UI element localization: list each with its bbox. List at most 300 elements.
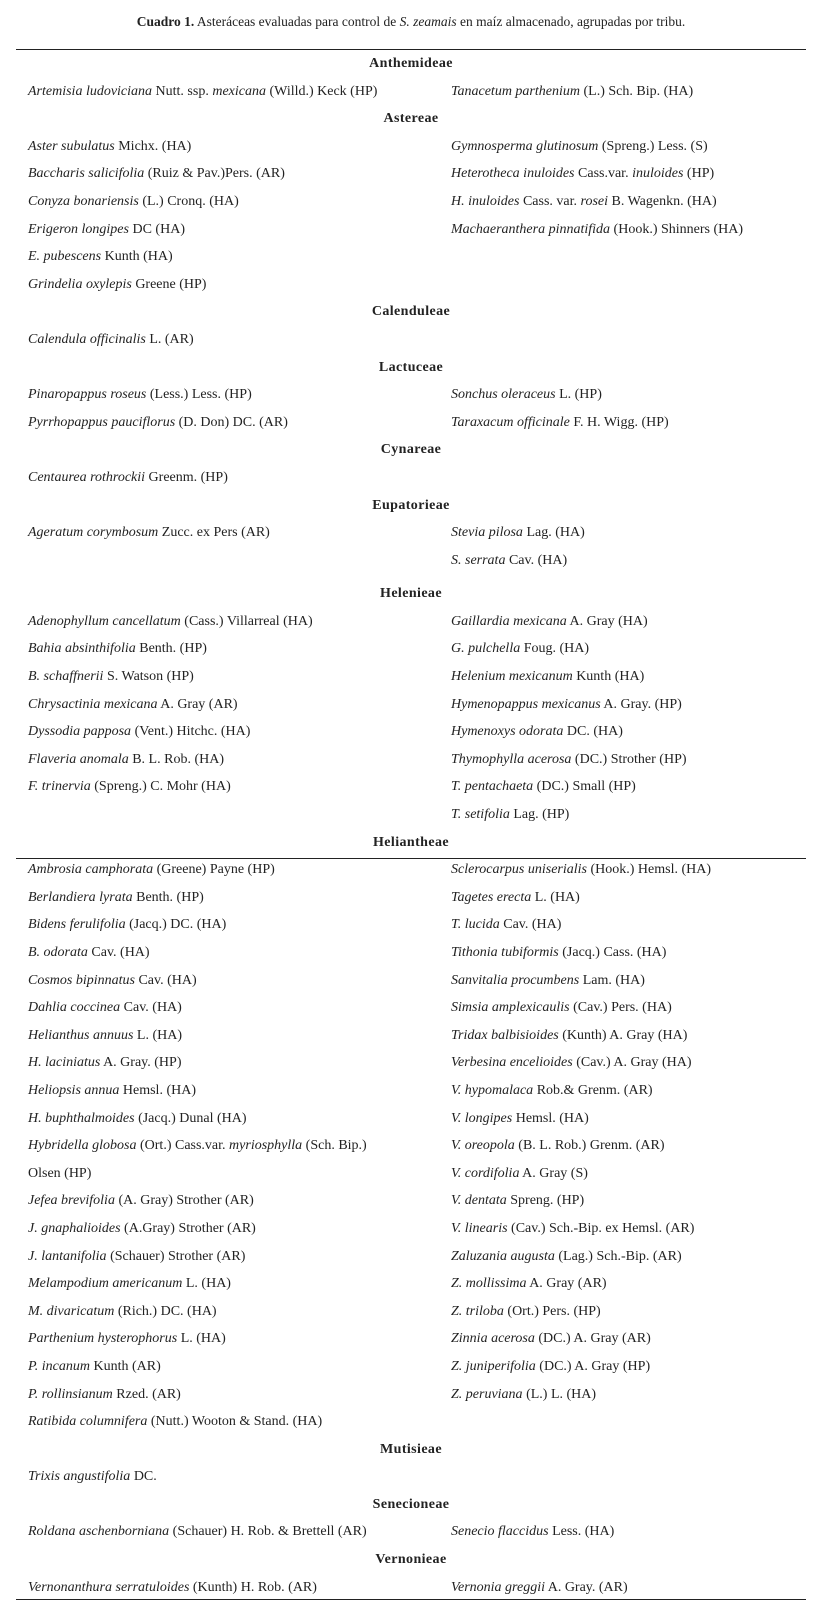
species-authority: Foug. (HA) [520, 641, 590, 657]
species-authority: Cav. (HA) [499, 917, 562, 933]
tribe-heading: Calenduleae [371, 304, 451, 320]
species-name: Dyssodia papposa [28, 724, 132, 740]
table-row [0, 1353, 822, 1381]
species-entry [28, 271, 206, 299]
species-entry [28, 967, 197, 995]
species-name: Heterotheca inuloides [451, 166, 575, 182]
species-name: inuloides [632, 166, 684, 182]
species-name: rosei [580, 193, 608, 209]
table-row [0, 773, 822, 801]
species-name: Senecio flaccidus [451, 1524, 549, 1540]
species-authority: A. Gray. (HP) [100, 1055, 182, 1071]
species-entry [28, 519, 270, 547]
species-authority: (Jacq.) Cass. (HA) [558, 945, 667, 960]
table-row [0, 1049, 822, 1077]
species-name: Trixis angustifolia [28, 1469, 131, 1485]
species-authority: (Ort.) Pers. (HP) [503, 1303, 601, 1319]
species-entry [451, 409, 669, 437]
caption-text-b: en maíz almacenado, agrupadas por tribu. [456, 14, 686, 29]
species-authority: (Willd.) Keck (HP) [266, 83, 378, 99]
species-entry [28, 911, 226, 939]
species-name: mexicana [212, 83, 266, 99]
species-authority: (DC.) A. Gray (AR) [534, 1331, 651, 1347]
species-name: Conyza bonariensis [28, 193, 139, 209]
species-authority: (B. L. Rob.) Grenm. (AR) [514, 1138, 665, 1154]
species-authority: Benth. (HP) [132, 889, 204, 905]
species-authority: L. (HP) [555, 387, 602, 403]
species-authority: DC. [130, 1469, 157, 1485]
table-row [0, 519, 822, 547]
species-entry [28, 188, 239, 216]
caption-text-a: Asteráceas evaluadas para control de [194, 14, 400, 29]
table-row [0, 547, 822, 575]
species-name: Cosmos bipinnatus [28, 972, 135, 988]
species-authority: B. L. Rob. (HA) [128, 751, 224, 767]
species-entry [28, 1574, 317, 1602]
species-entry [28, 326, 194, 354]
species-name: Flaveria anomala [28, 751, 129, 767]
species-name: Tanacetum parthenium [451, 83, 580, 99]
species-authority: (Hook.) Shinners (HA) [610, 221, 744, 237]
species-entry [28, 663, 194, 691]
table-row [0, 663, 822, 691]
species-entry [451, 133, 708, 161]
table-row [0, 1518, 822, 1546]
species-authority: Hemsl. (HA) [512, 1110, 589, 1126]
species-entry [28, 1077, 196, 1105]
species-authority: Olsen (HP) [28, 1165, 92, 1181]
species-entry [28, 1105, 247, 1133]
species-entry [451, 691, 682, 719]
species-name: Adenophyllum cancellatum [28, 613, 181, 629]
table-row [0, 746, 822, 774]
species-name: J. gnaphalioides [28, 1220, 121, 1236]
species-entry [451, 939, 666, 967]
species-authority: L. (AR) [145, 331, 194, 347]
species-authority: (DC.) Strother (HP) [571, 751, 687, 767]
species-name: Zaluzania augusta [451, 1248, 555, 1264]
species-entry [28, 1463, 157, 1491]
table-row [0, 243, 822, 271]
species-entry [451, 547, 567, 575]
species-name: Tridax balbisioides [451, 1027, 559, 1043]
species-name: E. pubescens [28, 249, 102, 265]
species-entry [28, 1408, 322, 1436]
species-entry [28, 856, 275, 884]
species-entry [28, 1132, 367, 1160]
species-name: Melampodium americanum [28, 1276, 183, 1292]
species-entry [451, 519, 585, 547]
species-entry [28, 1381, 181, 1409]
species-authority: Hemsl. (HA) [119, 1082, 196, 1098]
table-row [0, 884, 822, 912]
table-row [0, 1243, 822, 1271]
species-name: Heliopsis annua [28, 1082, 120, 1098]
species-name: Aster subulatus [28, 138, 115, 154]
species-entry [28, 884, 204, 912]
tribe-heading: Senecioneae [372, 1496, 450, 1512]
species-name: Z. peruviana [451, 1386, 523, 1402]
species-entry [451, 1022, 687, 1050]
species-authority: (Less.) Less. (HP) [146, 387, 252, 403]
species-authority: Cav. (HA) [134, 972, 197, 988]
tribe-heading: Lactuceae [378, 359, 444, 375]
species-name: V. hypomalaca [451, 1082, 534, 1098]
species-name: F. trinervia [28, 779, 91, 795]
species-authority: (DC.) A. Gray (HP) [535, 1358, 651, 1374]
species-entry [28, 691, 238, 719]
species-entry [28, 78, 377, 106]
tribe-heading: Cynareae [380, 442, 442, 458]
species-entry [451, 216, 743, 244]
tribe-heading: Helenieae [380, 586, 442, 602]
species-authority: (D. Don) DC. (AR) [175, 414, 288, 430]
species-entry [28, 133, 191, 161]
species-name: Calendula officinalis [28, 331, 146, 347]
species-entry [451, 967, 645, 995]
species-authority: (Cav.) Pers. (HA) [569, 1000, 672, 1016]
table-row [0, 1160, 822, 1188]
species-authority: Nutt. ssp. [152, 83, 213, 99]
species-name: T. setifolia [451, 807, 510, 823]
species-authority: B. Wagenkn. (HA) [608, 193, 717, 209]
table-row [0, 133, 822, 161]
species-entry [451, 1574, 628, 1602]
species-authority: A. Gray. (AR) [544, 1579, 628, 1595]
table-row [0, 718, 822, 746]
species-entry [451, 994, 672, 1022]
table-row [0, 911, 822, 939]
species-authority: (Cav.) Sch.-Bip. ex Hemsl. (AR) [507, 1220, 695, 1236]
species-table [0, 50, 822, 1601]
species-authority: Kunth (AR) [89, 1358, 161, 1374]
species-name: Ratibida columnifera [28, 1414, 148, 1430]
species-entry [28, 635, 207, 663]
species-authority: A. Gray. (HP) [600, 696, 682, 712]
species-name: Sclerocarpus uniserialis [451, 862, 587, 878]
species-entry [451, 856, 711, 884]
table-row [0, 78, 822, 106]
species-authority: (Spreng.) Less. (S) [598, 138, 708, 154]
species-name: B. odorata [28, 945, 88, 960]
species-name: H. buphthalmoides [28, 1110, 135, 1126]
species-name: P. incanum [28, 1358, 90, 1374]
species-authority: A. Gray (AR) [157, 696, 238, 712]
table-row [0, 608, 822, 636]
species-entry [28, 608, 313, 636]
species-entry [28, 1518, 367, 1546]
species-authority: (L.) Cronq. (HA) [138, 193, 239, 209]
species-authority: (Rich.) DC. (HA) [114, 1303, 217, 1319]
species-authority: (L.) L. (HA) [522, 1386, 597, 1402]
species-name: V. oreopola [451, 1138, 515, 1154]
species-name: T. lucida [451, 917, 500, 933]
species-entry [28, 939, 150, 967]
species-name: Simsia amplexicaulis [451, 1000, 570, 1016]
species-authority: (Jacq.) DC. (HA) [125, 917, 227, 933]
table-row [0, 1022, 822, 1050]
species-authority: (Hook.) Hemsl. (HA) [586, 862, 712, 878]
species-name: Hymenoxys odorata [451, 724, 564, 740]
species-name: H. inuloides [451, 193, 520, 209]
species-entry [28, 1049, 181, 1077]
species-authority: Cass.var. [574, 166, 633, 182]
table-row [0, 1463, 822, 1491]
species-name: Ageratum corymbosum [28, 525, 159, 541]
species-authority: (HP) [683, 166, 715, 182]
species-authority: Greenm. (HP) [145, 469, 228, 485]
species-name: Parthenium hysterophorus [28, 1331, 178, 1347]
species-entry [28, 1215, 256, 1243]
species-authority: Cav. (HA) [505, 552, 568, 568]
species-authority: DC (HA) [128, 221, 185, 237]
species-name: Tithonia tubiformis [451, 945, 559, 960]
species-authority: Benth. (HP) [135, 641, 207, 657]
species-authority: (Spreng.) C. Mohr (HA) [90, 779, 231, 795]
caption-label: Cuadro 1. [136, 14, 195, 29]
species-authority: (Ruiz & Pav.)Pers. (AR) [144, 166, 285, 182]
species-name: Centaurea rothrockii [28, 469, 146, 485]
species-name: S. serrata [451, 552, 506, 568]
species-authority: Kunth (HA) [101, 249, 173, 265]
species-entry [451, 1049, 692, 1077]
species-name: Chrysactinia mexicana [28, 696, 158, 712]
species-entry [451, 1132, 664, 1160]
table-row [0, 188, 822, 216]
species-entry [28, 718, 250, 746]
species-name: Zinnia acerosa [451, 1331, 535, 1347]
species-authority: L. (HA) [133, 1027, 182, 1043]
species-entry [451, 1353, 650, 1381]
species-entry [451, 1298, 601, 1326]
species-entry [28, 381, 252, 409]
species-authority: (Kunth) H. Rob. (AR) [189, 1579, 317, 1595]
species-name: Verbesina encelioides [451, 1055, 573, 1071]
species-name: Taraxacum officinale [451, 414, 570, 430]
species-authority: (L.) Sch. Bip. (HA) [579, 83, 694, 99]
table-row [0, 409, 822, 437]
species-name: Helenium mexicanum [451, 669, 573, 685]
species-name: Berlandiera lyrata [28, 889, 133, 905]
species-entry [451, 801, 569, 829]
species-authority: S. Watson (HP) [103, 669, 194, 685]
tribe-heading: Mutisieae [380, 1441, 442, 1457]
table-row [0, 1105, 822, 1133]
table-row [0, 1215, 822, 1243]
species-entry [451, 1518, 614, 1546]
tribe-heading: Heliantheae [373, 834, 449, 850]
caption-species: S. zeamais [399, 14, 457, 29]
table-row [0, 1132, 822, 1160]
tribe-heading: Astereae [383, 111, 439, 127]
species-entry [451, 160, 714, 188]
species-entry [451, 1325, 651, 1353]
species-name: myriosphylla [229, 1138, 303, 1154]
species-authority: (Greene) Payne (HP) [153, 862, 275, 878]
species-entry [28, 1298, 217, 1326]
species-authority: (Schauer) Strother (AR) [106, 1248, 246, 1264]
species-name: Tagetes erecta [451, 889, 532, 905]
species-entry [451, 381, 602, 409]
table-row [0, 635, 822, 663]
species-authority: (Ort.) Cass.var. [136, 1138, 230, 1154]
species-name: Machaeranthera pinnatifida [451, 221, 611, 237]
table-row [0, 801, 822, 829]
species-entry [451, 1215, 694, 1243]
table-row [0, 1408, 822, 1436]
species-name: B. schaffnerii [28, 669, 104, 685]
species-name: Thymophylla acerosa [451, 751, 572, 767]
table-row [0, 1381, 822, 1409]
species-authority: Greene (HP) [131, 276, 207, 292]
species-name: M. divaricatum [28, 1303, 115, 1319]
species-name: Z. juniperifolia [451, 1358, 536, 1374]
table-row [0, 691, 822, 719]
species-authority: (Sch. Bip.) [302, 1138, 367, 1154]
species-authority: Less. (HA) [548, 1524, 615, 1540]
species-authority: Zucc. ex Pers (AR) [158, 525, 270, 541]
species-entry [451, 635, 589, 663]
species-entry [28, 243, 173, 271]
species-name: Vernonia greggii [451, 1579, 545, 1595]
species-name: Dahlia coccinea [28, 1000, 121, 1016]
species-name: Pinaropappus roseus [28, 387, 147, 403]
species-authority: L. (HA) [531, 889, 580, 905]
species-name: J. lantanifolia [28, 1248, 107, 1264]
species-entry [28, 1353, 161, 1381]
species-entry [28, 1187, 254, 1215]
species-name: Hybridella globosa [28, 1138, 137, 1154]
tribe-heading: Eupatorieae [372, 497, 450, 513]
table-row [0, 1187, 822, 1215]
species-authority: Michx. (HA) [114, 138, 192, 154]
species-authority: Rzed. (AR) [112, 1386, 181, 1402]
species-authority: (DC.) Small (HP) [533, 779, 636, 795]
species-entry [28, 994, 182, 1022]
species-name: G. pulchella [451, 641, 521, 657]
species-entry [28, 1325, 226, 1353]
table-row [0, 994, 822, 1022]
table-row [0, 856, 822, 884]
species-name: Sonchus oleraceus [451, 387, 556, 403]
species-name: Gaillardia mexicana [451, 613, 567, 629]
species-name: Hymenopappus mexicanus [451, 696, 601, 712]
species-name: Z. triloba [451, 1303, 504, 1319]
table-row [0, 1270, 822, 1298]
species-name: Sanvitalia procumbens [451, 972, 580, 988]
species-name: Helianthus annuus [28, 1027, 134, 1043]
species-name: V. linearis [451, 1220, 508, 1236]
table-row [0, 1574, 822, 1602]
species-authority: (Nutt.) Wooton & Stand. (HA) [147, 1414, 323, 1430]
species-authority: Kunth (HA) [572, 669, 645, 685]
species-name: V. dentata [451, 1193, 507, 1209]
species-entry [451, 911, 561, 939]
species-name: Grindelia oxylepis [28, 276, 132, 292]
species-name: Z. mollissima [451, 1276, 527, 1292]
species-authority: (Vent.) Hitchc. (HA) [131, 724, 251, 740]
table-row [0, 381, 822, 409]
species-name: V. longipes [451, 1110, 513, 1126]
species-name: H. laciniatus [28, 1055, 101, 1071]
species-authority: Lam. (HA) [579, 972, 645, 988]
species-entry [451, 746, 687, 774]
species-name: Bidens ferulifolia [28, 917, 126, 933]
species-authority: L. (HA) [177, 1331, 226, 1347]
table-row [0, 1298, 822, 1326]
species-authority: (Jacq.) Dunal (HA) [134, 1110, 247, 1126]
species-entry [28, 160, 285, 188]
species-authority: A. Gray (HA) [566, 613, 648, 629]
species-authority: (A.Gray) Strother (AR) [120, 1220, 256, 1236]
species-entry [28, 746, 224, 774]
species-name: Pyrrhopappus pauciflorus [28, 414, 176, 430]
species-authority: (Lag.) Sch.-Bip. (AR) [554, 1248, 682, 1264]
table-row [0, 967, 822, 995]
species-entry [451, 1160, 588, 1188]
species-entry [451, 718, 623, 746]
species-name: Vernonanthura serratuloides [28, 1579, 190, 1595]
species-authority: L. (HA) [182, 1276, 231, 1292]
species-authority: (Cav.) A. Gray (HA) [572, 1055, 692, 1071]
species-entry [451, 884, 580, 912]
species-authority: DC. (HA) [563, 724, 623, 740]
table-row [0, 271, 822, 299]
species-name: Jefea brevifolia [28, 1193, 115, 1209]
table-row [0, 1325, 822, 1353]
species-entry [451, 663, 644, 691]
species-name: Stevia pilosa [451, 525, 523, 541]
species-authority: Lag. (HA) [522, 525, 585, 541]
species-entry [451, 1105, 589, 1133]
species-entry [451, 188, 717, 216]
species-name: Erigeron longipes [28, 221, 129, 237]
species-name: Roldana aschenborniana [28, 1524, 170, 1540]
species-authority: Lag. (HP) [509, 807, 570, 823]
species-entry [451, 1187, 584, 1215]
species-authority: Cass. var. [519, 193, 581, 209]
species-authority: F. H. Wigg. (HP) [569, 414, 669, 430]
species-entry [28, 216, 185, 244]
species-entry [451, 608, 648, 636]
species-authority: Rob.& Grenm. (AR) [533, 1082, 653, 1098]
species-name: V. cordifolia [451, 1165, 520, 1181]
table-caption [0, 14, 822, 30]
species-name: Baccharis salicifolia [28, 166, 145, 182]
species-name: T. pentachaeta [451, 779, 534, 795]
table-row [0, 939, 822, 967]
species-entry [451, 78, 693, 106]
species-name: P. rollinsianum [28, 1386, 113, 1402]
species-entry [28, 1243, 245, 1271]
species-entry [451, 1381, 596, 1409]
species-entry [451, 1270, 607, 1298]
species-authority: (Schauer) H. Rob. & Brettell (AR) [169, 1524, 367, 1540]
species-entry [28, 773, 231, 801]
table-row [0, 216, 822, 244]
species-entry [28, 1160, 91, 1188]
species-authority: Cav. (HA) [87, 945, 150, 960]
species-authority: A. Gray (S) [519, 1165, 588, 1181]
species-entry [28, 409, 288, 437]
species-entry [28, 1022, 182, 1050]
species-entry [451, 1243, 682, 1271]
species-entry [451, 773, 636, 801]
species-authority: (Kunth) A. Gray (HA) [558, 1027, 688, 1043]
tribe-heading: Anthemideae [369, 56, 453, 71]
species-authority: Cav. (HA) [120, 1000, 182, 1016]
species-authority: A. Gray (AR) [526, 1276, 607, 1292]
